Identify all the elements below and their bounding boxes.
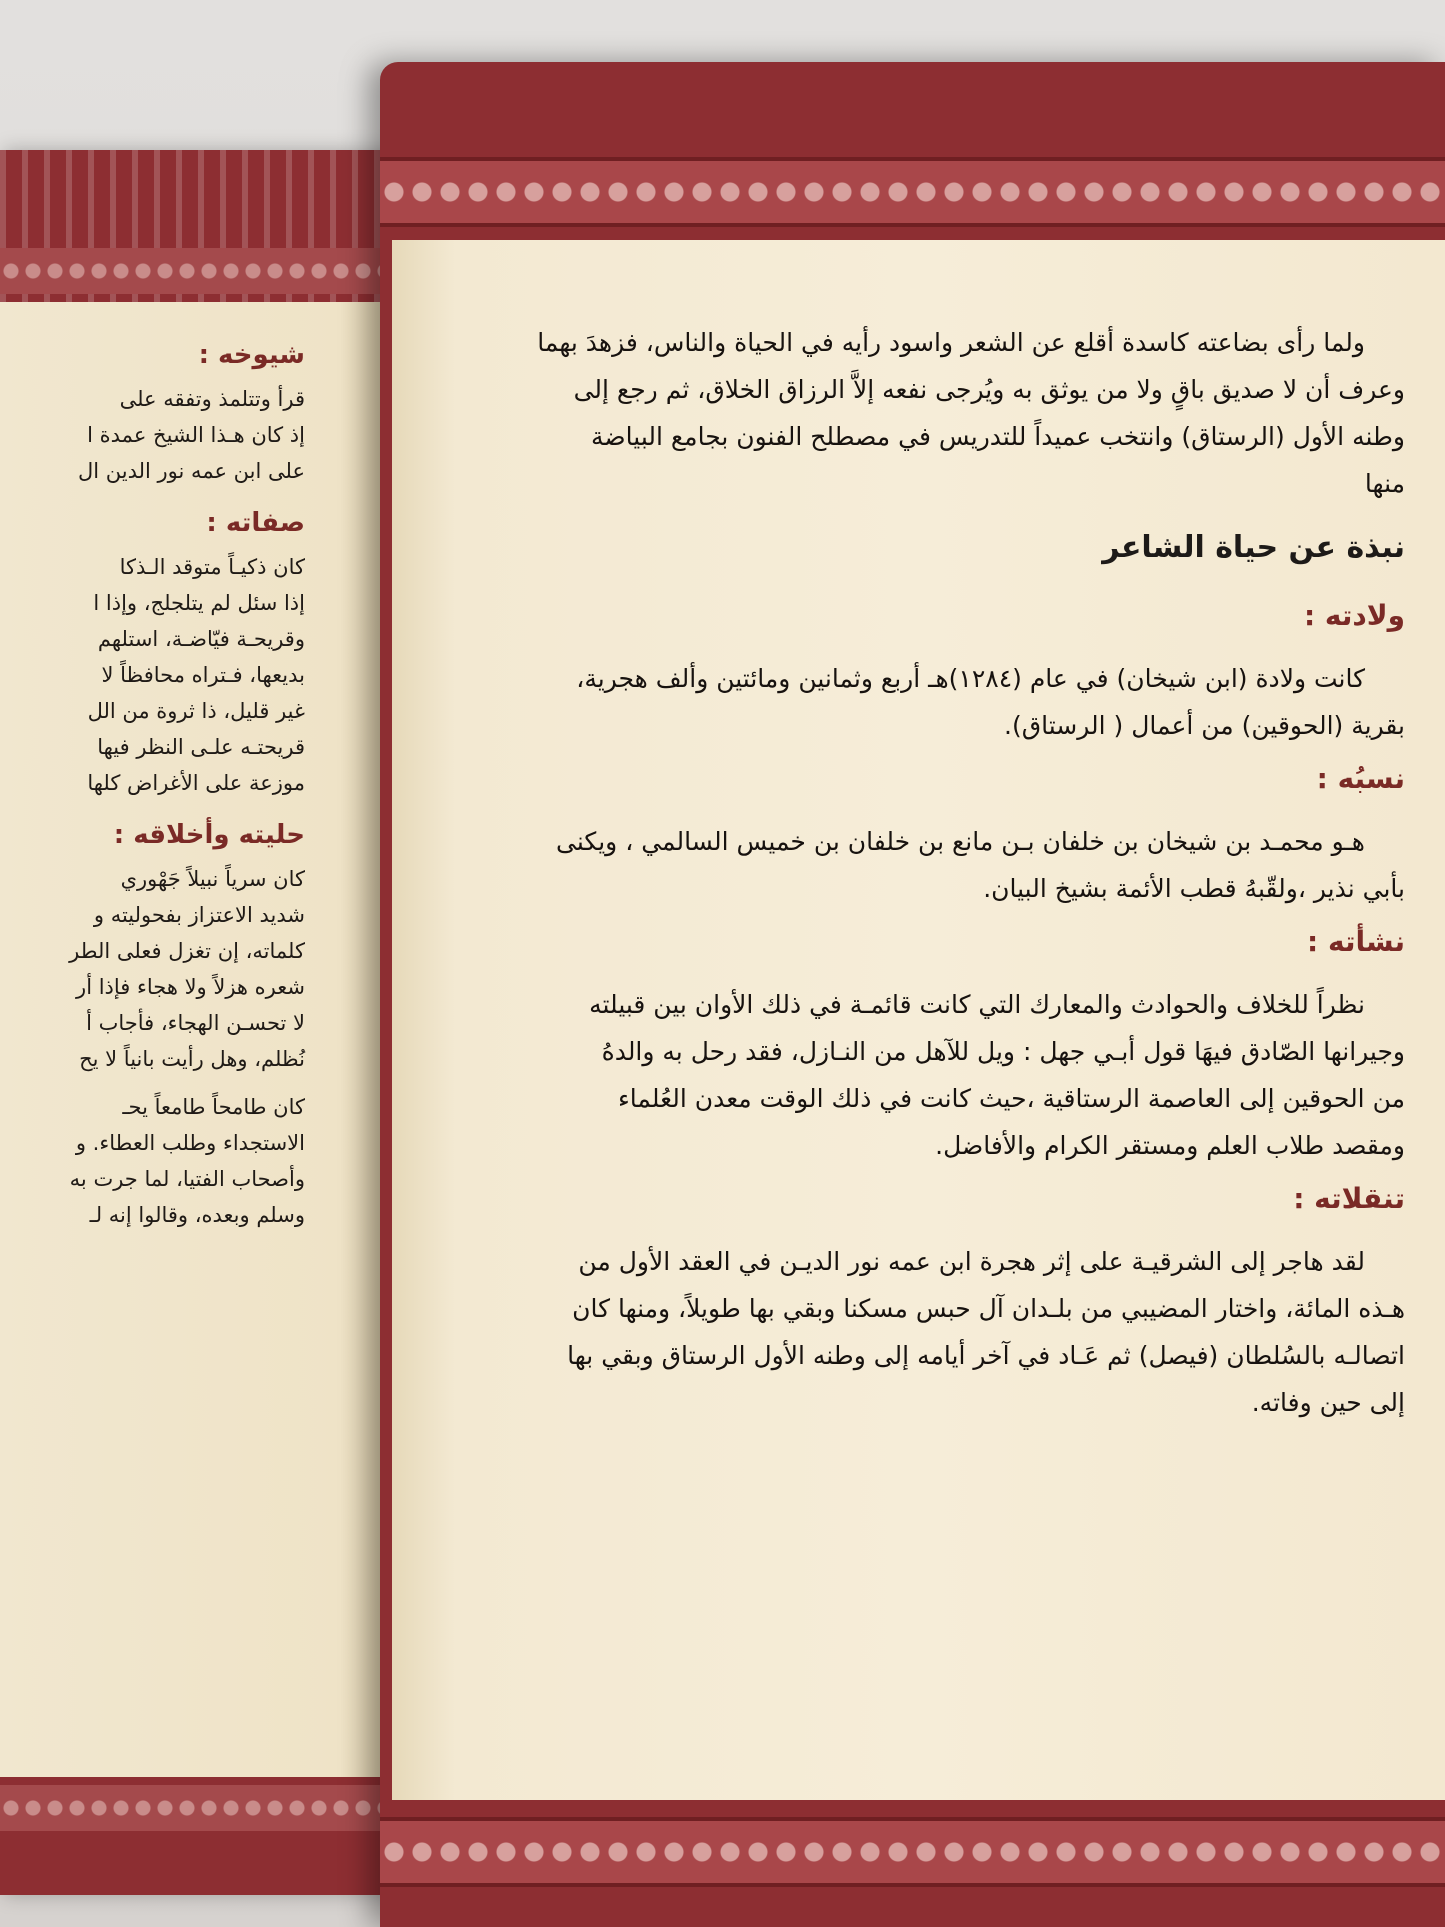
left-section-continued <box>15 1096 305 1226</box>
text-line: منها <box>1364 469 1405 498</box>
text-line: وعرف أن لا صديق باقٍ ولا من يوثق به ويُرجى نفعه إلاَّ الرزاق الخلاق، ثم رجع إلى <box>573 375 1405 404</box>
text-line: هـذه المائة، واختار المضيبي من بلـدان آل حبس مسكنا وبقي بها طويلاً، ومنها كان <box>572 1294 1405 1323</box>
text-line: ولما رأى بضاعته كاسدة أقلع عن الشعر واسود رأيه في الحياة والناس، فزهدَ بهما <box>537 328 1365 357</box>
text-line: وأصحاب الفتيا، لما جرت به <box>69 1167 305 1191</box>
text-line: وجيرانها الصّادق فيهَا قول أبـي جهل : ويل للآهل من النـازل، فقد رحل به والدهُ <box>601 1037 1405 1066</box>
text-line: بأبي نذير ،ولقّبهُ قطب الأئمة بشيخ البيان. <box>983 874 1405 903</box>
text-line: من الحوقين إلى العاصمة الرستاقية ،حيث كانت في ذلك الوقت معدن العُلماء <box>618 1084 1405 1113</box>
section-heading: ولادته : <box>1303 599 1405 632</box>
text-line: كان ذكيـاً متوقد الـذكا <box>119 555 305 579</box>
text-line: بقرية (الحوقين) من أعمال ( الرستاق). <box>1004 711 1405 740</box>
text-line: إذا سئل لم يتلجلج، وإذا ا <box>93 591 305 615</box>
right-page <box>380 62 1445 1927</box>
text-line: لا تحسـن الهجاء، فأجاب أ <box>86 1011 305 1035</box>
section-heading: تنقلاته : <box>1293 1182 1405 1215</box>
intro-paragraph <box>405 330 1405 496</box>
text-line: بديعها، فـتراه محافظاً لا <box>101 663 305 687</box>
right-page-paper <box>392 240 1445 1800</box>
text-line: وسلم وبعده، وقالوا إنه لـ <box>89 1203 305 1227</box>
section-upbringing <box>405 925 1405 1158</box>
section-heading: صفاته : <box>206 508 305 538</box>
text-line: الاستجداء وطلب العطاء. و <box>75 1131 305 1155</box>
section-heading: شيوخه : <box>198 340 305 370</box>
section-lineage <box>405 762 1405 901</box>
text-line: قرأ وتتلمذ وتفقه على <box>119 387 305 411</box>
left-page-bottom-border <box>0 1777 400 1895</box>
text-line: كان طامحاً طامعاً يحـ <box>122 1095 305 1119</box>
left-page-top-border <box>0 150 400 302</box>
text-line: وقريحـة فيّاضـة، استلهم <box>97 627 305 651</box>
text-line: قريحتـه علـى النظر فيها <box>97 735 305 759</box>
right-page-bottom-ornament <box>380 1817 1445 1887</box>
text-line: كلماته، إن تغزل فعلى الطر <box>69 939 305 963</box>
text-line: شديد الاعتزاز بفحوليته و <box>93 903 305 927</box>
text-line: موزعة على الأغراض كلها <box>87 771 305 795</box>
left-section-teachers <box>15 340 305 482</box>
text-line: نظراً للخلاف والحوادث والمعارك التي كانت قائمـة في ذلك الأوان بين قبيلته <box>589 990 1365 1019</box>
text-line: وطنه الأول (الرستاق) وانتخب عميداً للتدريس في مصطلح الفنون بجامع البياضة <box>591 422 1405 451</box>
left-page <box>0 150 400 1895</box>
text-line: كانت ولادة (ابن شيخان) في عام (١٢٨٤)هـ أربع وثمانين ومائتين وألف هجرية، <box>576 664 1365 693</box>
text-line: ومقصد طلاب العلم ومستقر الكرام والأفاضل. <box>935 1131 1405 1160</box>
section-birth <box>405 599 1405 738</box>
section-heading: نسبُه : <box>1316 762 1405 795</box>
text-line: كان سرياً نبيلاً جَهْوري <box>120 867 305 891</box>
left-section-traits <box>15 508 305 794</box>
section-travels <box>405 1182 1405 1415</box>
text-line: هـو محمـد بن شيخان بن خلفان بـن مانع بن خلفان بن خميس السالمي ، ويكنى <box>556 827 1365 856</box>
section-heading: حليته وأخلاقه : <box>113 820 305 850</box>
right-page-top-ornament <box>380 157 1445 227</box>
ornament-band <box>0 248 400 294</box>
text-line: لقد هاجر إلى الشرقيـة على إثر هجرة ابن عمه نور الديـن في العقد الأول من <box>578 1247 1365 1276</box>
text-line: إلى حين وفاته. <box>1251 1388 1405 1417</box>
text-line: شعره هزلاً ولا هجاء فإذا أر <box>76 975 305 999</box>
page-title: نبذة عن حياة الشاعر <box>1102 530 1405 565</box>
text-line: إذ كان هـذا الشيخ عمدة ا <box>87 423 305 447</box>
right-page-text <box>405 330 1405 1437</box>
ornament-band <box>0 1785 400 1831</box>
text-line: اتصالـه بالسُلطان (فيصل) ثم عَـاد في آخر أيامه إلى وطنه الأول الرستاق وبقي بها <box>567 1341 1405 1370</box>
text-line: غير قليل، ذا ثروة من الل <box>87 699 305 723</box>
left-section-character <box>15 820 305 1070</box>
text-line: على ابن عمه نور الدين ال <box>78 459 305 483</box>
text-line: نُظلم، وهل رأيت بانياً لا يح <box>79 1047 305 1071</box>
section-heading: نشأته : <box>1307 925 1405 958</box>
left-page-text <box>15 340 305 1252</box>
